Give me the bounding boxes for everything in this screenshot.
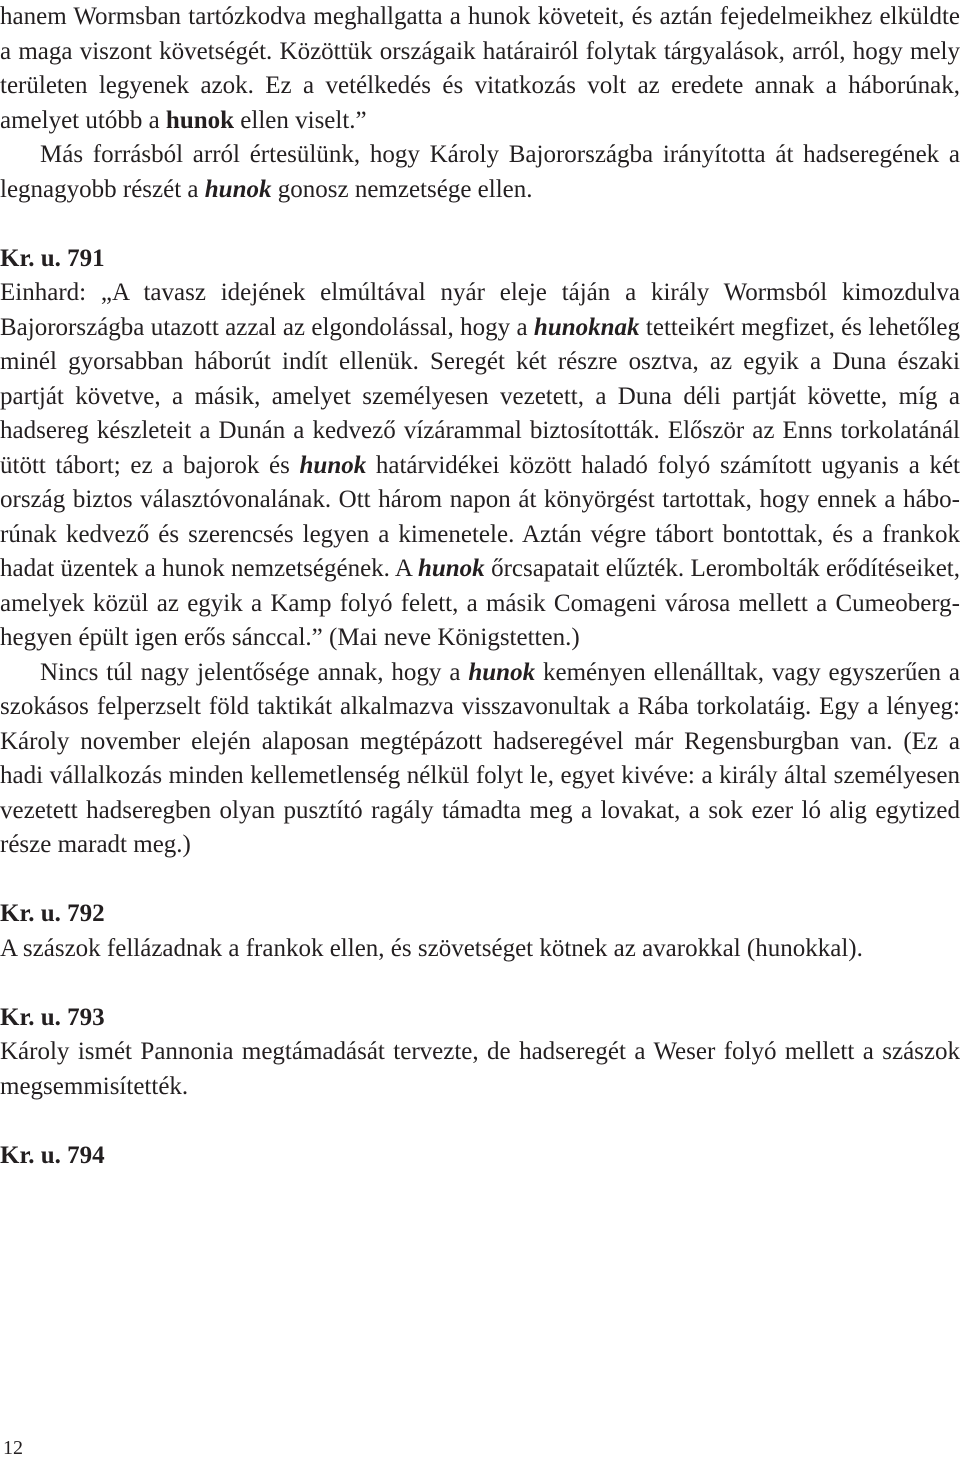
paragraph-3 bbox=[0, 276, 960, 656]
section-gap bbox=[0, 207, 960, 242]
paragraph-5: A szászok fellázadnak a frankok ellen, és szövetséget kötnek az avarokkal (hunokkal). bbox=[0, 934, 863, 962]
paragraph-1 bbox=[0, 0, 960, 138]
paragraph-2-text-a: Más forrásból arról értesülünk, hogy Károly Bajorországba irányította át hadseregének a legnagyobb részét a bbox=[0, 141, 960, 203]
paragraph-2 bbox=[0, 138, 960, 207]
page-number: 12 bbox=[3, 1437, 23, 1459]
paragraph-4-text-b: keményen ellenálltak, vagy egyszerűen a szokásos felperzselt föld taktikát alkalmazva visszavonultak a Rába torkolatáig. Egy a lényeg: Károly november elején alaposan megtépázott hadseregével már Regensburgban van. (Ez a hadi vállalkozás minden kellemetlenség nélkül folyt le, egyet kivéve: a király által személyesen vezetett hadseregben olyan pusztító ragály támadta meg a lovakat, a sok ezer ló alig egytized része maradt meg.) bbox=[0, 658, 960, 858]
paragraph-3-text-d: őrcsapatait elűzték. Lerombolták erődítéseiket, amelyek közül az egyik a Kamp folyó felett, a másik Comageni városa mellett a Cumeoberg-hegyen épült igen erős sánccal.” (Mai neve Königstetten.) bbox=[0, 555, 960, 651]
paragraph-2-emphasis: hunok bbox=[204, 175, 272, 203]
paragraph-6: Károly ismét Pannonia megtámadását tervezte, de hadseregét a Weser folyó mellett a szászok megsemmisítették. bbox=[0, 1038, 960, 1100]
section-gap bbox=[0, 1104, 960, 1139]
paragraph-1-emphasis: hunok bbox=[165, 106, 235, 134]
paragraph-3-text-c: határvidékei között haladó folyó számított ugyanis a két ország biztos választóvonalának. Ott három napon át könyörgést tartottak, hogy ennek a háborúnak kedvező és szerencsés legyen a kimenetele. Aztán végre tábort bontottak, és a frankok hadat üzentek a hunok nemzetségének. A bbox=[0, 451, 960, 582]
paragraph-3-emphasis-3: hunok bbox=[417, 555, 485, 582]
paragraph-4-emphasis: hunok bbox=[468, 658, 536, 686]
paragraph-4-text-a: Nincs túl nagy jelentősége annak, hogy a bbox=[40, 658, 469, 686]
paragraph-1-text-a: hanem Wormsban tartózkodva meghallgatta a hunok követeit, és aztán fejedelmeikhez elküldte a maga viszont követségét. Közöttük országaik határairól folytak tárgyalások, arról, hogy mely területen legyenek azok. Ez a vetélkedés és vitatkozás volt az eredete annak a háborúnak, amelyet utóbb a bbox=[0, 3, 960, 134]
heading-792: Kr. u. 792 bbox=[0, 900, 105, 927]
paragraph-3-text-a: Einhard: „A tavasz idejének elmúltával nyár eleje táján a király Wormsból kimozdulva Bajorországba utazott azzal az elgondolással, hogy a bbox=[0, 279, 960, 341]
paragraph-1-text-b: ellen viselt.” bbox=[234, 106, 367, 134]
paragraph-3-emphasis-2: hunok bbox=[299, 451, 367, 479]
heading-794: Kr. u. 794 bbox=[0, 1141, 105, 1169]
section-gap bbox=[0, 966, 960, 1001]
heading-791: Kr. u. 791 bbox=[0, 244, 105, 272]
heading-793: Kr. u. 793 bbox=[0, 1003, 105, 1031]
paragraph-3-text-b: tetteikért megfizet, és lehetőleg minél gyorsabban háborút indít ellenük. Seregét két részre osztva, az egyik a Duna északi partját követve, a másik, amelyet személyesen vezetett, a Duna déli partját követte, míg a hadsereg készleteit a Dunán a kedvező vízárammal biztosították. Először az Enns torkolatánál ütött tábort; ez a bajorok és bbox=[0, 313, 960, 479]
paragraph-3-emphasis-1: hunoknak bbox=[533, 313, 640, 341]
section-gap bbox=[0, 863, 960, 898]
paragraph-2-text-b: gonosz nemzetsége ellen. bbox=[271, 175, 533, 203]
paragraph-4 bbox=[0, 656, 960, 863]
